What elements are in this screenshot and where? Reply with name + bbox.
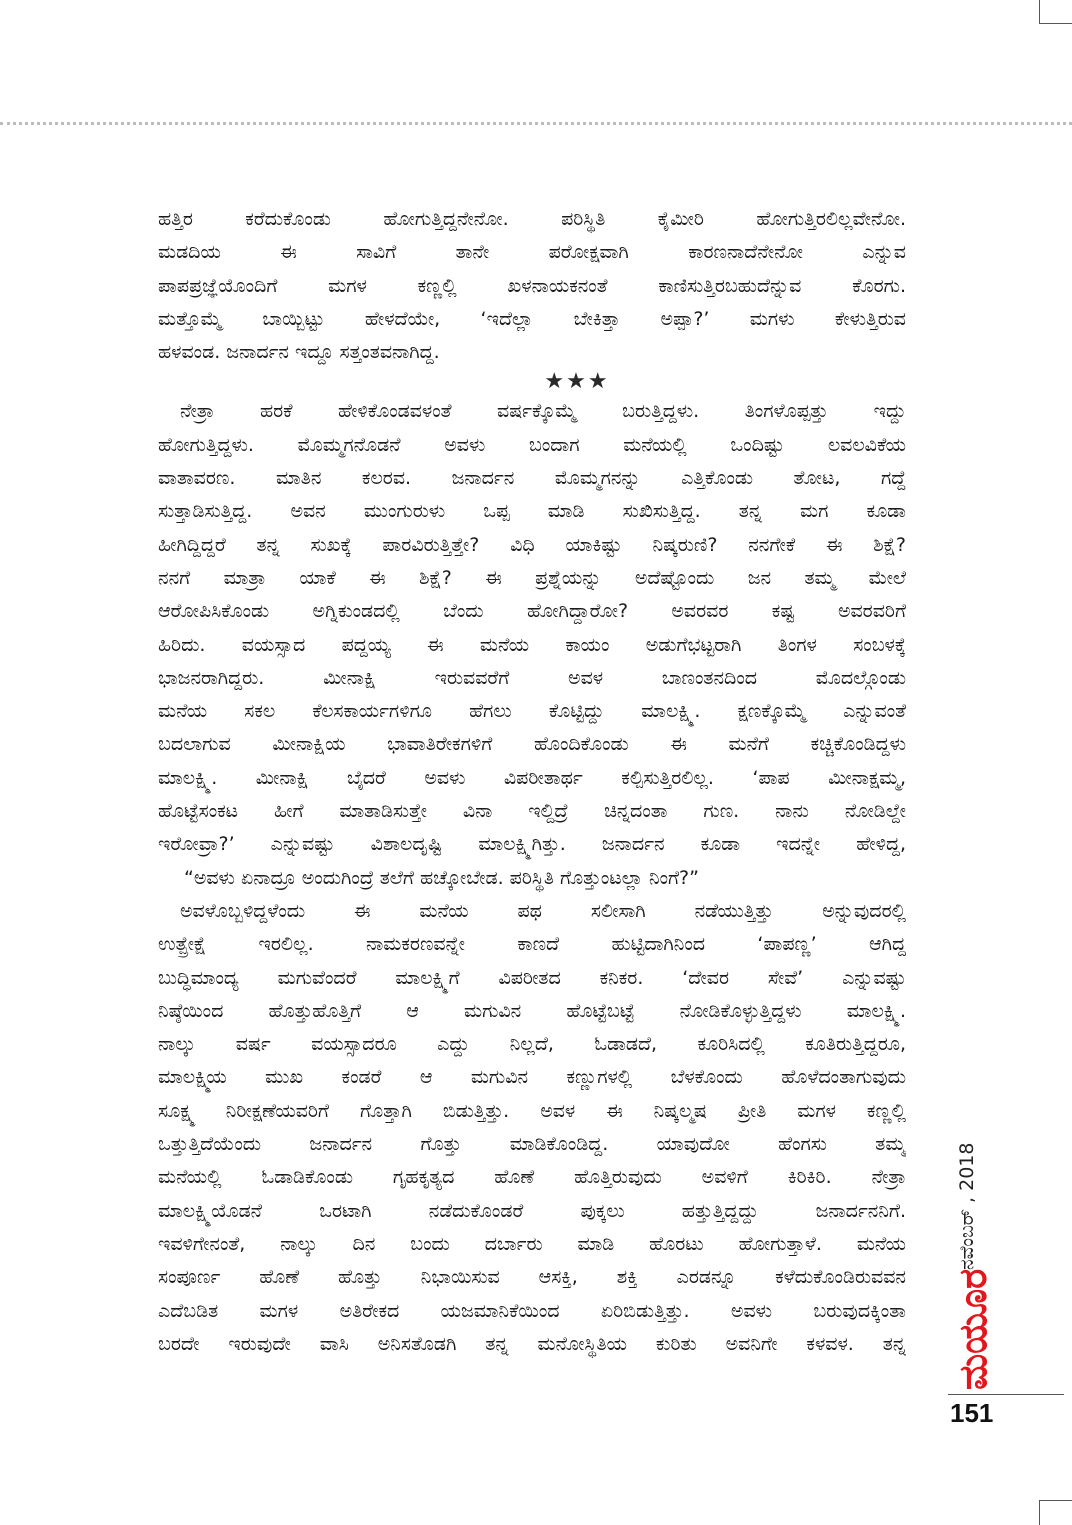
- crop-mark-top-vertical: [1039, 0, 1040, 24]
- text-line: ಬರದೇ ಇರುವುದೇ ವಾಸಿ ಅನಿಸತೊಡಗಿ ತನ್ನ ಮನೋಸ್ಥಿತಿಯ ಕುರಿತು ಅವನಿಗೇ ಕಳವಳ. ತನ್ನ: [158, 1332, 906, 1355]
- crop-mark-top-horizontal: [1039, 23, 1072, 24]
- issue-date: ನವೆಂಬರ್ , 2018: [956, 1142, 978, 1270]
- text-line: ನಿಷ್ಠೆಯಿಂದ ಹೊತ್ತುಹೊತ್ತಿಗೆ ಆ ಮಗುವಿನ ಹೊಟ್ಟೆಬಟ್ಟೆ ನೋಡಿಕೊಳ್ಳುತ್ತಿದ್ದಳು ಮಾಲಕ್ಷ್ಮಿ.: [158, 999, 906, 1022]
- text-line: ಸೂಕ್ಷ್ಮ ನಿರೀಕ್ಷಣೆಯವರಿಗೆ ಗೊತ್ತಾಗಿ ಬಿಡುತ್ತಿತ್ತು. ಅವಳ ಈ ನಿಷ್ಕಲ್ಮಷ ಪ್ರೀತಿ ಮಗಳ ಕಣ್ಣಲ್ಲಿ: [158, 1099, 906, 1122]
- text-line: ನೇತ್ರಾ ಹರಕೆ ಹೇಳಿಕೊಂಡವಳಂತೆ ವರ್ಷಕ್ಕೊಮ್ಮೆ ಬರುತ್ತಿದ್ದಳು. ತಿಂಗಳೊಪ್ಪತ್ತು ಇದ್ದು: [180, 400, 906, 423]
- text-line: ಆರೋಪಿಸಿಕೊಂಡು ಅಗ್ನಿಕುಂಡದಲ್ಲಿ ಬೆಂದು ಹೋಗಿದ್ದಾರೋ? ಅವರವರ ಕಷ್ಟ ಅವರವರಿಗೆ: [158, 600, 906, 623]
- text-line: ಉತ್ಪ್ರೇಕ್ಷೆ ಇರಲಿಲ್ಲ. ನಾಮಕರಣವನ್ನೇ ಕಾಣದೆ ಹುಟ್ಟಿದಾಗಿನಿಂದ ‘ಪಾಪಣ್ಣ’ ಆಗಿದ್ದ: [158, 933, 906, 956]
- magazine-masthead: ಮಯೂರ: [951, 1268, 995, 1390]
- text-line: ಮಾಲಕ್ಷ್ಮಿಯ ಮುಖ ಕಂಡರೆ ಆ ಮಗುವಿನ ಕಣ್ಣುಗಳಲ್ಲಿ ಬೆಳಕೊಂದು ಹೊಳೆದಂತಾಗುವುದು: [158, 1066, 906, 1089]
- text-line: ಎದೆಬಡಿತ ಮಗಳ ಅತಿರೇಕದ ಯಜಮಾನಿಕೆಯಿಂದ ಏರಿಬಿಡುತ್ತಿತ್ತು. ಅವಳು ಬರುವುದಕ್ಕಿಂತಾ: [158, 1299, 906, 1322]
- header-dotted-rule: [0, 122, 1072, 125]
- text-line: ಬುದ್ಧಿಮಾಂದ್ಯ ಮಗುವೆಂದರೆ ಮಾಲಕ್ಷ್ಮಿಗೆ ವಿಪರೀತದ ಕನಿಕರ. ‘ದೇವರ ಸೇವೆ’ ಎನ್ನುವಷ್ಟು: [158, 966, 906, 989]
- text-line: ವಾತಾವರಣ. ಮಾತಿನ ಕಲರವ. ಜನಾರ್ದನ ಮೊಮ್ಮಗನನ್ನು ಎತ್ತಿಕೊಂಡು ತೋಟ, ಗದ್ದೆ: [158, 467, 906, 490]
- text-line-quote: “ಅವಳು ಏನಾದ್ರೂ ಅಂದುಗಿಂದ್ರೆ ತಲೆಗೆ ಹಚ್ಕೋಬೇಡ. ಪರಿಸ್ಥಿತಿ ಗೊತ್ತುಂಟಲ್ಲಾ ನಿಂಗೆ?”: [184, 866, 699, 889]
- text-line: ಮತ್ತೊಮ್ಮೆ ಬಾಯ್ಬಿಟ್ಟು ಹೇಳದೆಯೇ, ‘ಇದೆಲ್ಲಾ ಬೇಕಿತ್ತಾ ಅಪ್ಪಾ?’ ಮಗಳು ಕೇಳುತ್ತಿರುವ: [158, 307, 906, 330]
- text-line: ಸುತ್ತಾಡಿಸುತ್ತಿದ್ದ. ಅವನ ಮುಂಗುರುಳು ಒಪ್ಪ ಮಾಡಿ ಸುಖಿಸುತ್ತಿದ್ದ. ತನ್ನ ಮಗ ಕೂಡಾ: [158, 500, 906, 523]
- text-line: ಒತ್ತುತ್ತಿದೆಯೆಂದು ಜನಾರ್ದನ ಗೊತ್ತು ಮಾಡಿಕೊಂಡಿದ್ದ. ಯಾವುದೋ ಹೆಂಗಸು ತಮ್ಮ: [158, 1133, 906, 1156]
- text-line: ಮಾಲಕ್ಷ್ಮಿಯೊಡನೆ ಒರಟಾಗಿ ನಡೆದುಕೊಂಡರೆ ಪುಕ್ಕಲು ಹತ್ತುತ್ತಿದ್ದದ್ದು ಜನಾರ್ದನನಿಗೆ.: [158, 1199, 906, 1222]
- text-line: ಬದಲಾಗುವ ಮೀನಾಕ್ಷಿಯ ಭಾವಾತಿರೇಕಗಳಿಗೆ ಹೊಂದಿಕೊಂಡು ಈ ಮನೆಗೆ ಕಚ್ಚಿಕೊಂಡಿದ್ದಳು: [158, 733, 906, 756]
- text-line: ಇವಳಿಗೇನಂತೆ, ನಾಲ್ಕು ದಿನ ಬಂದು ದರ್ಬಾರು ಮಾಡಿ ಹೊರಟು ಹೋಗುತ್ತಾಳೆ. ಮನೆಯ: [158, 1232, 906, 1255]
- text-line: ಹೊಟ್ಟೆಸಂಕಟ ಹೀಗೆ ಮಾತಾಡಿಸುತ್ತೇ ವಿನಾ ಇಲ್ದಿದ್ರೆ ಚಿನ್ನದಂತಾ ಗುಣ. ನಾನು ನೋಡಿಲ್ದೇ: [158, 800, 906, 823]
- text-line: ನನಗೆ ಮಾತ್ರಾ ಯಾಕೆ ಈ ಶಿಕ್ಷೆ? ಈ ಪ್ರಶ್ನೆಯನ್ನು ಅದೆಷ್ಟೊಂದು ಜನ ತಮ್ಮ ಮೇಲೆ: [158, 566, 906, 589]
- text-line: ಪಾಪಪ್ರಜ್ಞೆಯೊಂದಿಗೆ ಮಗಳ ಕಣ್ಣಲ್ಲಿ ಖಳನಾಯಕನಂತೆ ಕಾಣಿಸುತ್ತಿರಬಹುದೆನ್ನುವ ಕೊರಗು.: [158, 274, 906, 297]
- text-line: ಹೋಗುತ್ತಿದ್ದಳು. ಮೊಮ್ಮಗನೊಡನೆ ಅವಳು ಬಂದಾಗ ಮನೆಯಲ್ಲಿ ಒಂದಿಷ್ಟು ಲವಲವಿಕೆಯ: [158, 433, 906, 456]
- text-line: ಹೀಗಿದ್ದಿದ್ದರೆ ತನ್ನ ಸುಖಕ್ಕೆ ಪಾರವಿರುತ್ತಿತ್ತೇ? ವಿಧಿ ಯಾಕಿಷ್ಟು ನಿಷ್ಕರುಣಿ? ನನಗೇಕೆ ಈ ಶಿಕ್ಷೆ?: [158, 533, 906, 556]
- text-line: ಹಿರಿದು. ವಯಸ್ಸಾದ ಪದ್ದಯ್ಯ ಈ ಮನೆಯ ಕಾಯಂ ಅಡುಗೆಭಟ್ಟರಾಗಿ ತಿಂಗಳ ಸಂಬಳಕ್ಕೆ: [158, 633, 906, 656]
- text-line: ಭಾಜನರಾಗಿದ್ದರು. ಮೀನಾಕ್ಷಿ ಇರುವವರೆಗೆ ಅವಳ ಬಾಣಂತನದಿಂದ ಮೊದಲ್ಗೊಂಡು: [158, 666, 906, 689]
- text-line: ಹತ್ತಿರ ಕರೆದುಕೊಂಡು ಹೋಗುತ್ತಿದ್ದನೇನೋ. ಪರಿಸ್ಥಿತಿ ಕೈಮೀರಿ ಹೋಗುತ್ತಿರಲಿಲ್ಲವೇನೋ.: [158, 208, 906, 230]
- page-number: 151: [950, 1398, 994, 1428]
- text-line: ಮನೆಯಲ್ಲಿ ಓಡಾಡಿಕೊಂಡು ಗೃಹಕೃತ್ಯದ ಹೊಣೆ ಹೊತ್ತಿರುವುದು ಅವಳಿಗೆ ಕಿರಿಕಿರಿ. ನೇತ್ರಾ: [158, 1166, 906, 1189]
- page-number-rule: [948, 1394, 1064, 1395]
- text-line: ಹಳವಂಡ. ಜನಾರ್ದನ ಇದ್ದೂ ಸತ್ತಂತವನಾಗಿದ್ದ.: [158, 341, 440, 364]
- text-line: ಇರೋವ್ರಾ?’ ಎನ್ನುವಷ್ಟು ವಿಶಾಲದೃಷ್ಟಿ ಮಾಲಕ್ಷ್ಮಿಗಿತ್ತು. ಜನಾರ್ದನ ಕೂಡಾ ಇದನ್ನೇ ಹೇಳಿದ್ದ,: [158, 833, 906, 856]
- crop-mark-bottom-horizontal: [1039, 1500, 1072, 1501]
- text-line: ಮಡದಿಯ ಈ ಸಾವಿಗೆ ತಾನೇ ಪರೋಕ್ಷವಾಗಿ ಕಾರಣನಾದೆನೇನೋ ಎನ್ನುವ: [158, 241, 906, 264]
- text-line: ಅವಳೊಬ್ಬಳಿದ್ದಳೆಂದು ಈ ಮನೆಯ ಪಥ ಸಲೀಸಾಗಿ ನಡೆಯುತ್ತಿತ್ತು ಅನ್ನುವುದರಲ್ಲಿ: [180, 899, 906, 922]
- article-body: [158, 203, 906, 1361]
- text-line: ಸಂಪೂರ್ಣ ಹೊಣೆ ಹೊತ್ತು ನಿಭಾಯಿಸುವ ಆಸಕ್ತಿ, ಶಕ್ತಿ ಎರಡನ್ನೂ ಕಳೆದುಕೊಂಡಿರುವವನ: [158, 1266, 906, 1289]
- crop-mark-bottom-vertical: [1039, 1500, 1040, 1525]
- text-line: ನಾಲ್ಕು ವರ್ಷ ವಯಸ್ಸಾದರೂ ಎದ್ದು ನಿಲ್ಲದೆ, ಓಡಾಡದೆ, ಕೂರಿಸಿದಲ್ಲಿ ಕೂತಿರುತ್ತಿದ್ದರೂ,: [158, 1033, 906, 1056]
- text-line: ಮನೆಯ ಸಕಲ ಕೆಲಸಕಾರ್ಯಗಳಿಗೂ ಹೆಗಲು ಕೊಟ್ಟಿದ್ದು ಮಾಲಕ್ಷ್ಮಿ. ಕ್ಷಣಕ್ಕೊಮ್ಮೆ ಎನ್ನುವಂತೆ: [158, 700, 906, 723]
- section-separator: ★★★: [544, 369, 610, 395]
- text-line: ಮಾಲಕ್ಷ್ಮಿ. ಮೀನಾಕ್ಷಿ ಬೈದರೆ ಅವಳು ವಿಪರೀತಾರ್ಥ ಕಲ್ಪಿಸುತ್ತಿರಲಿಲ್ಲ. ‘ಪಾಪ ಮೀನಾಕ್ಷಮ್ಮ,: [158, 766, 906, 789]
